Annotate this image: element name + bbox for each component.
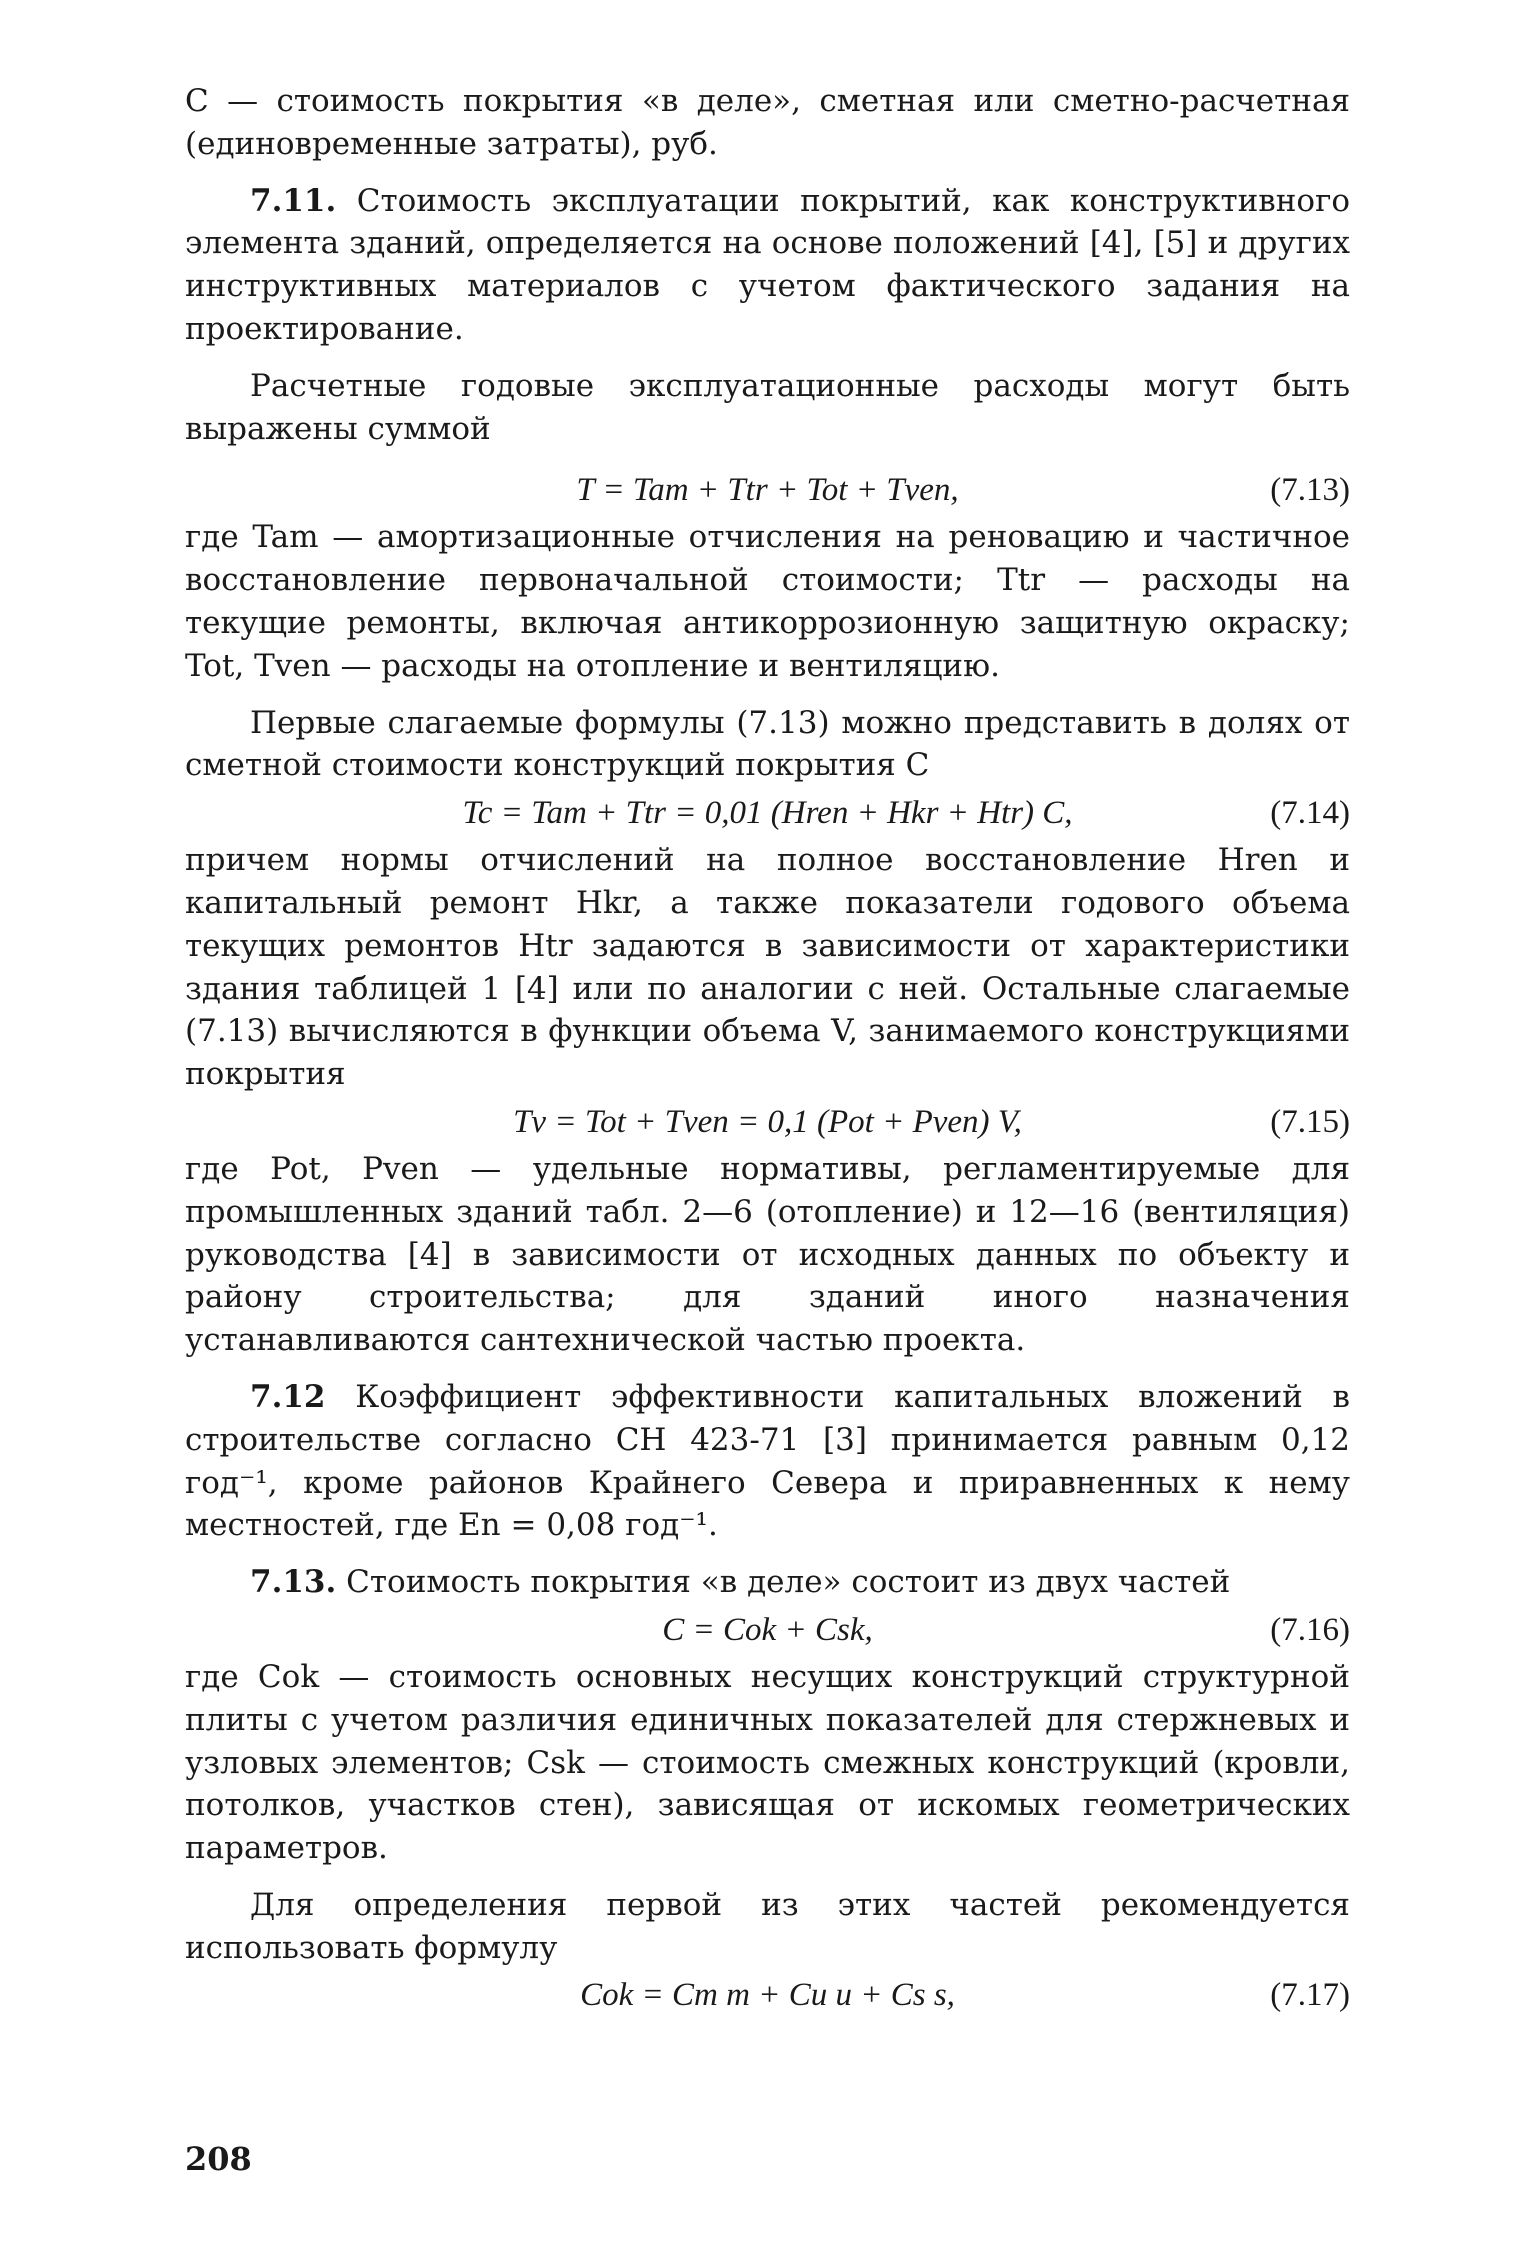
paragraph-7-11-text: Стоимость эксплуатации покрытий, как конструктивного элемента зданий, определяется на основе положений [4], [5] и других инструктивных материалов с учетом фактического задания на проектирование. [185, 182, 1350, 347]
paragraph-7-13 [185, 1561, 1350, 1604]
paragraph-7-12 [185, 1376, 1350, 1547]
paragraph-first-part: Для определения первой из этих частей рекомендуется использовать формулу [185, 1886, 1350, 1966]
paragraph-first-terms: Первые слагаемые формулы (7.13) можно представить в долях от сметной стоимости конструкций покрытия C [185, 704, 1350, 784]
page-body [185, 80, 1350, 2021]
formula-7-14-number: (7.14) [1270, 795, 1350, 832]
formula-7-15 [185, 1096, 1350, 1148]
formula-7-17-number: (7.17) [1270, 1977, 1350, 2014]
formula-7-13-number: (7.13) [1270, 472, 1350, 509]
paragraph-pot-definition: где Pot, Pven — удельные нормативы, регламентируемые для промышленных зданий табл. 2—6 (отопление) и 12—16 (вентиляция) руководства [4] в зависимости от исходных данных по объекту и району строительства; для зданий иного назначения устанавливаются сантехнической частью проекта. [185, 1150, 1350, 1359]
formula-7-16-expression: C = Cok + Csk, [662, 1611, 873, 1648]
formula-7-14 [185, 787, 1350, 839]
formula-7-17 [185, 1969, 1350, 2021]
section-number-7-12: 7.12 [250, 1378, 326, 1415]
section-number-7-11: 7.11. [250, 182, 337, 219]
formula-7-14-expression: Tc = Tam + Ttr = 0,01 (Hren + Hkr + Htr) C, [462, 795, 1073, 832]
section-number-7-13: 7.13. [250, 1564, 337, 1601]
formula-7-13-expression: T = Tam + Ttr + Tot + Tven, [576, 472, 959, 509]
paragraph-norms: причем нормы отчислений на полное восстановление Hren и капитальный ремонт Hkr, а также показатели годового объема текущих ремонтов Htr задаются в зависимости от характеристики здания таблицей 1 [4] или по аналогии с ней. Остальные слагаемые (7.13) вычисляются в функции объема V, занимаемого конструкциями покрытия [185, 842, 1350, 1093]
formula-7-17-expression: Cok = Cm m + Cu u + Cs s, [580, 1977, 955, 2014]
formula-7-15-expression: Tv = Tot + Tven = 0,1 (Pot + Pven) V, [513, 1103, 1022, 1140]
formula-7-13 [185, 464, 1350, 516]
paragraph-tam-definition: где Tam — амортизационные отчисления на реновацию и частичное восстановление первоначальной стоимости; Ttr — расходы на текущие ремонты, включая антикоррозионную защитную окраску; Tot, Tven — расходы на отопление и вентиляцию. [185, 519, 1350, 684]
page-number: 208 [185, 2140, 252, 2178]
formula-7-15-number: (7.15) [1270, 1103, 1350, 1140]
paragraph-7-13-text: Стоимость покрытия «в деле» состоит из двух частей [346, 1564, 1231, 1601]
formula-7-16-number: (7.16) [1270, 1611, 1350, 1648]
paragraph-c-definition: C — стоимость покрытия «в деле», сметная или сметно-расчетная (единовременные затраты), руб. [185, 83, 1350, 162]
paragraph-cok-definition: где Cok — стоимость основных несущих конструкций структурной плиты с учетом различия единичных показателей для стержневых и узловых элементов; Csk — стоимость смежных конструкций (кровли, потолков, участков стен), зависящая от искомых геометрических параметров. [185, 1658, 1350, 1867]
formula-7-16 [185, 1604, 1350, 1656]
paragraph-annual-costs: Расчетные годовые эксплуатационные расходы могут быть выражены суммой [185, 367, 1350, 447]
paragraph-7-12-text: Коэффициент эффективности капитальных вложений в строительстве согласно СН 423-71 [3] принимается равным 0,12 год⁻¹, кроме районов Крайнего Севера и приравненных к нему местностей, где En = 0,08 год⁻¹. [185, 1378, 1351, 1544]
paragraph-7-11 [185, 180, 1350, 351]
